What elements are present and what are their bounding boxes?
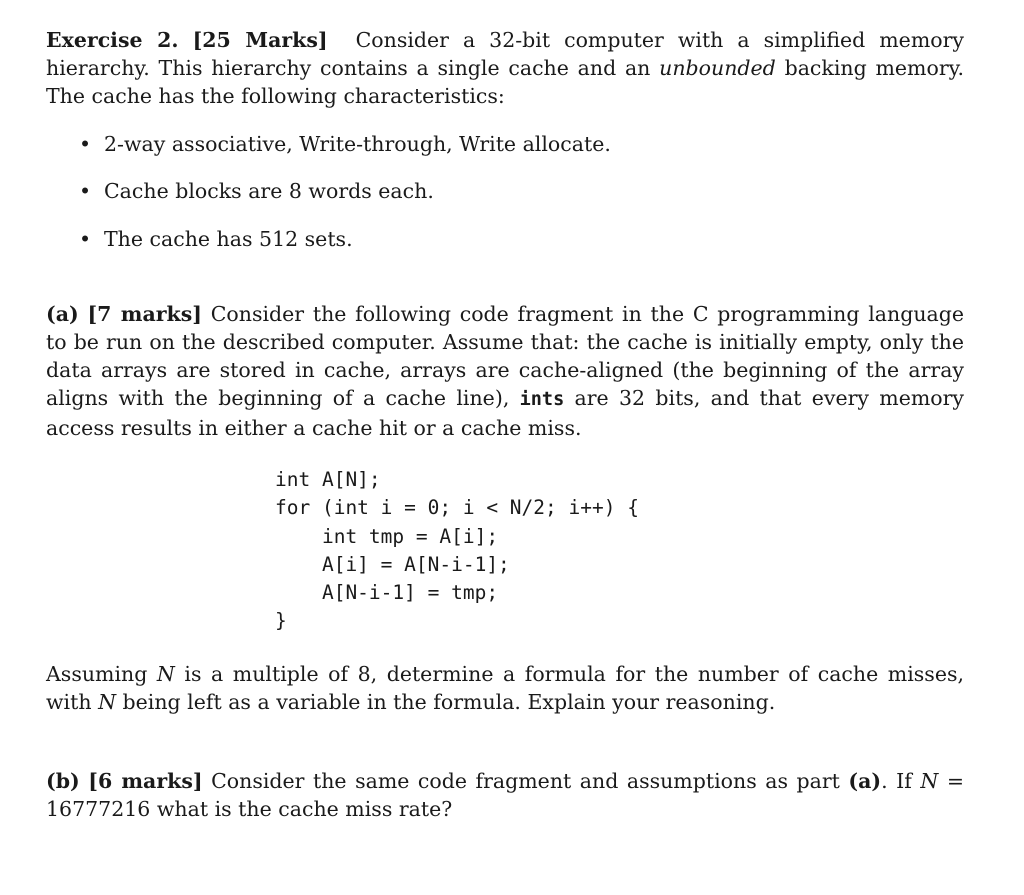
- cache-characteristics-list: [46, 130, 964, 253]
- bullet-icon: •: [79, 226, 92, 251]
- question-text-3: being left as a variable in the formula. Explain your reasoning.: [116, 690, 776, 715]
- code-line: int tmp = A[i];: [275, 524, 499, 548]
- bullet-icon: •: [79, 178, 92, 203]
- code-line: for (int i = 0; i < N/2; i++) {: [275, 496, 639, 520]
- list-item: [46, 177, 964, 205]
- bullet-text: 2-way associative, Write-through, Write allocate.: [104, 131, 611, 156]
- part-a-text-1: Consider the following code fragment in the C programming language to be run on the described computer. Assume that: the cache is initially empty, only the data arrays are stored in cache, arrays are cache-aligned (the beginning of the array aligns with the beginning of a cache line),: [46, 301, 964, 411]
- list-item: [46, 225, 964, 253]
- part-b-label: (b): [46, 769, 80, 793]
- part-a-marks: [7 marks]: [87, 301, 202, 326]
- code-line: A[i] = A[N-i-1];: [275, 552, 510, 576]
- part-b-text-2: . If: [881, 769, 921, 793]
- exercise-marks: [25 Marks]: [192, 28, 328, 52]
- bullet-icon: •: [79, 131, 92, 156]
- intro-text-1: Consider a 32-bit computer with a simplified memory hierarchy. This hierarchy contains a single cache and an: [46, 28, 964, 81]
- intro-text-2: backing memory. The cache has the following characteristics:: [46, 56, 964, 109]
- part-a-description: [46, 300, 964, 443]
- intro-emphasis: unbounded: [659, 56, 776, 81]
- part-b-text-1: Consider the same code fragment and assumptions as part: [202, 769, 849, 793]
- code-fragment: [275, 466, 639, 636]
- part-b-marks: [6 marks]: [88, 769, 203, 793]
- part-a-text-2: are 32 bits, and that every memory access results in either a cache hit or a cache miss.: [46, 386, 964, 441]
- exercise-heading: Exercise 2.: [46, 28, 179, 52]
- variable-n: N: [920, 769, 939, 793]
- exercise-intro: [46, 26, 964, 111]
- part-a-label: (a): [46, 301, 79, 326]
- bullet-text: Cache blocks are 8 words each.: [104, 178, 434, 203]
- bullet-text: The cache has 512 sets.: [104, 226, 353, 251]
- code-line: }: [275, 609, 287, 633]
- code-line: int A[N];: [275, 468, 381, 491]
- exercise-document: [46, 26, 964, 443]
- question-text-2: is a multiple of 8, determine a formula for the number of cache misses, with: [46, 662, 964, 715]
- part-b-text-3: = 16777216 what is the cache miss rate?: [46, 769, 964, 822]
- question-text-1: Assuming: [46, 662, 157, 686]
- part-b-reference: (a): [848, 769, 882, 793]
- part-b-description: [46, 767, 964, 823]
- code-line: A[N-i-1] = tmp;: [275, 581, 499, 605]
- part-a-code-term: ints: [519, 389, 565, 411]
- part-a-question: [46, 660, 964, 716]
- variable-n: N: [98, 690, 116, 715]
- variable-n: N: [156, 662, 175, 686]
- list-item: [46, 130, 964, 158]
